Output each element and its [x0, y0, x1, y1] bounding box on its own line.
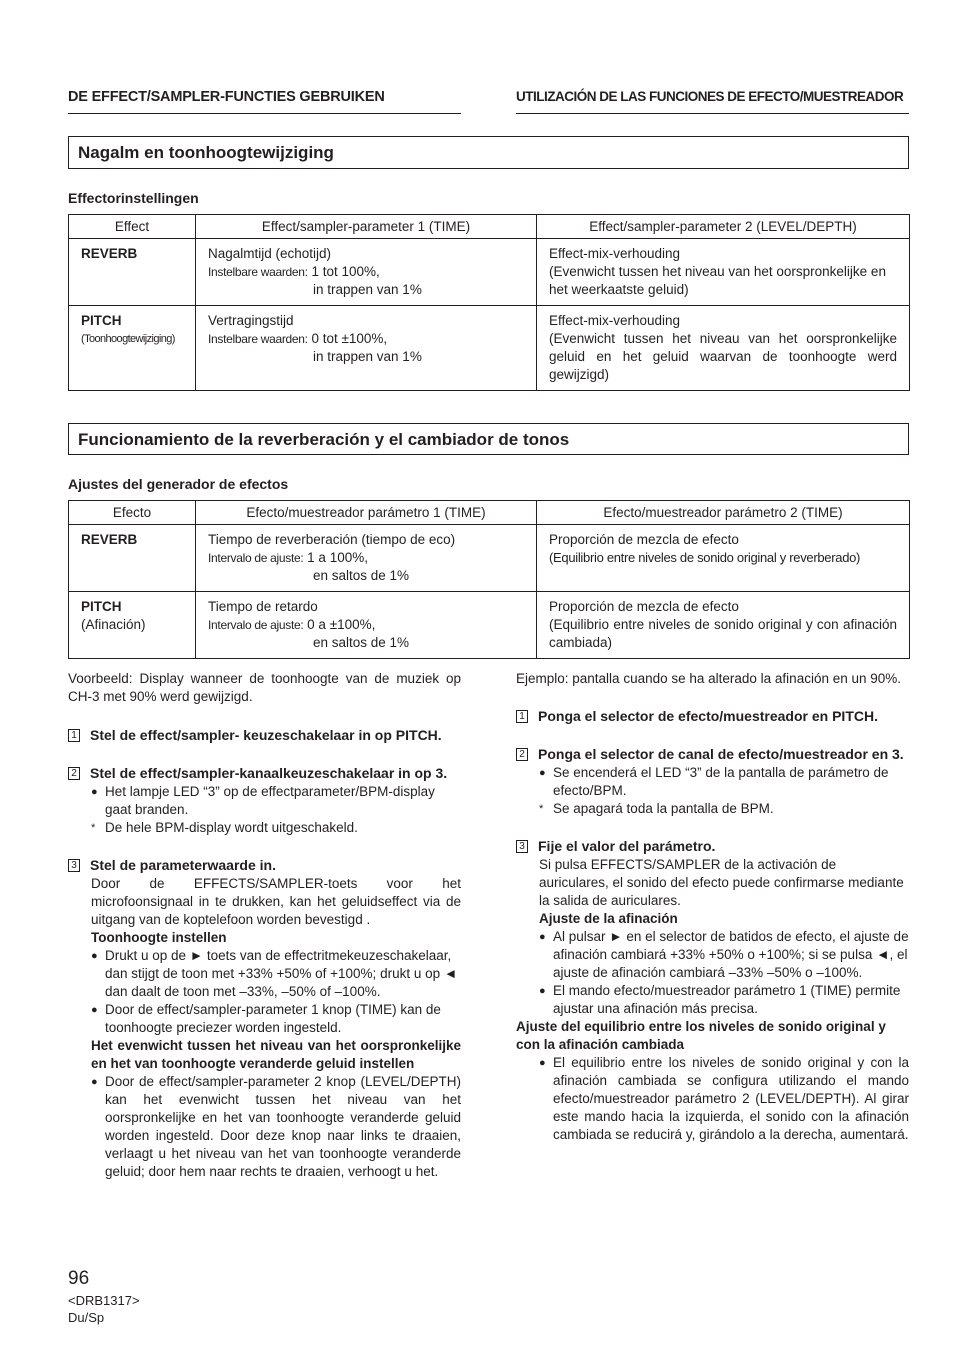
- table-title-nl: Effectorinstellingen: [68, 190, 199, 206]
- range-value: 1 tot 100%,: [311, 264, 380, 279]
- range-value: 0 tot ±100%,: [311, 331, 388, 346]
- range-step: in trappen van 1%: [313, 349, 422, 364]
- param1-desc: Nagalmtijd (echotijd): [208, 246, 332, 261]
- range-value: 0 a ±100%,: [307, 617, 376, 632]
- asterisk-icon: *: [91, 822, 96, 834]
- param2-detail: (Equilibrio entre niveles de sonido original y con afinación cambiada): [549, 617, 897, 650]
- param2-desc: Proporción de mezcla de efecto: [549, 532, 739, 547]
- step-number-2: 2: [68, 767, 80, 780]
- step-number-3: 3: [516, 840, 528, 853]
- step-3: [516, 836, 909, 856]
- list-item: ● Door de effect/sampler-parameter 1 knop (TIME) kan de toonhoogte preciezer worden ingesteld.: [91, 1002, 441, 1035]
- effect-name: REVERB: [81, 532, 138, 547]
- effect-subname: (Afinación): [81, 617, 146, 632]
- list-item: ● Het lampje LED “3” op de effectparameter/BPM-display gaat branden.: [91, 784, 435, 817]
- effect-name: REVERB: [81, 246, 138, 261]
- col-header-effect: Efecto: [69, 501, 196, 525]
- list-item: ● El equilibrio entre los niveles de sonido original y con la afinación cambiada se configura utilizando el mando efecto/muestreador parámetro 2 (LEVEL/DEPTH). Al girar este mando hacia la izquierda, el sonido con la afinación cambiada se reducirá y, girándolo a la derecha, aumentará.: [539, 1055, 909, 1142]
- table-header-row: [69, 215, 910, 239]
- running-header-left: DE EFFECT/SAMPLER-FUNCTIES GEBRUIKEN: [68, 89, 385, 105]
- param1-desc: Vertragingstijd: [208, 313, 294, 328]
- range-label: Intervalo de ajuste:: [208, 618, 304, 632]
- param1-desc: Tiempo de retardo: [208, 599, 318, 614]
- table-row-reverb: [69, 239, 910, 306]
- step-3-text: Stel de parameterwaarde in.: [90, 857, 276, 873]
- list-item: ● Door de effect/sampler-parameter 2 knop (LEVEL/DEPTH) kan het evenwicht tussen het niveau van het oorspronkelijke en het van toonhoogte veranderde geluid worden ingesteld. Door deze knop naar links te draaien, verlaagt u het niveau van het van toonhoogte veranderde geluid; door hem naar rechts te draaien, verhoogt u het.: [91, 1074, 461, 1179]
- bullet-icon: ●: [91, 1004, 98, 1016]
- effect-table-nl: [68, 214, 910, 391]
- col-header-param1: Efecto/muestreador parámetro 1 (TIME): [196, 501, 537, 525]
- section-title-nl: Nagalm en toonhoogtewijziging: [68, 136, 909, 169]
- bullet-icon: ●: [539, 985, 546, 997]
- effect-subname: (Toonhoogtewijziging): [81, 333, 175, 345]
- param2-desc: Effect-mix-verhouding: [549, 313, 681, 328]
- list-item: ● Se encenderá el LED “3” de la pantalla de parámetro de efecto/BPM.: [539, 765, 889, 798]
- subheading-balance: Ajuste del equilibrio entre los niveles de sonido original y con la afinación cambiada: [516, 1019, 886, 1052]
- example-text: Voorbeeld: Display wanneer de toonhoogte van de muziek op CH-3 met 90% werd gewijzigd.: [68, 671, 461, 704]
- param2-detail: (Evenwicht tussen het niveau van het oorspronkelijke geluid en het geluid waarvan de toonhoogte werd gewijzigd): [549, 331, 897, 382]
- param1-desc: Tiempo de reverberación (tiempo de eco): [208, 532, 456, 547]
- param2-desc: Proporción de mezcla de efecto: [549, 599, 739, 614]
- document-code: <DRB1317>: [68, 1293, 140, 1308]
- subheading-balance: Het evenwicht tussen het niveau van het oorspronkelijke en het van toonhoogte veranderde geluid instellen: [91, 1038, 461, 1071]
- step-3: [68, 855, 461, 875]
- range-label: Intervalo de ajuste:: [208, 551, 304, 565]
- header-rule-left: [68, 113, 461, 114]
- asterisk-icon: *: [539, 803, 544, 815]
- language-code: Du/Sp: [68, 1310, 105, 1325]
- step-2: [516, 744, 909, 764]
- param2-detail: (Evenwicht tussen het niveau van het oorspronkelijke en het weerkaatste geluid): [549, 264, 886, 297]
- note-item: * De hele BPM-display wordt uitgeschakeld.: [91, 820, 358, 835]
- list-item: ● Drukt u op de ► toets van de effectritmekeuzeschakelaar, dan stijgt de toon met +33% +50% of +100%; drukt u op ◄ dan daalt de toon met –33%, –50% of –100%.: [91, 948, 458, 999]
- step-2-text: Ponga el selector de canal de efecto/muestreador en 3.: [538, 746, 904, 762]
- step-number-1: 1: [516, 710, 528, 723]
- list-item: ● Al pulsar ► en el selector de batidos de efecto, el ajuste de afinación cambiará +33% +50% o +100%; si se pulsa ◄, el ajuste de afinación cambiará –33% –50% o –100%.: [539, 929, 909, 980]
- subheading-pitch: Ajuste de la afinación: [539, 911, 678, 926]
- subheading-pitch: Toonhoogte instellen: [91, 930, 227, 945]
- step-1-text: Stel de effect/sampler- keuzeschakelaar in op PITCH.: [90, 727, 442, 743]
- table-row-reverb: [69, 525, 910, 592]
- range-step: en saltos de 1%: [313, 635, 410, 650]
- running-header-right: UTILIZACIÓN DE LAS FUNCIONES DE EFECTO/MUESTREADOR: [516, 89, 904, 104]
- table-row-pitch: [69, 592, 910, 659]
- bullet-icon: ●: [91, 1076, 98, 1088]
- effect-name: PITCH: [81, 599, 122, 614]
- col-header-param1: Effect/sampler-parameter 1 (TIME): [196, 215, 537, 239]
- col-header-param2: Efecto/muestreador parámetro 2 (TIME): [537, 501, 910, 525]
- param2-desc: Effect-mix-verhouding: [549, 246, 681, 261]
- bullet-icon: ●: [539, 931, 546, 943]
- table-title-es: Ajustes del generador de efectos: [68, 476, 289, 492]
- table-header-row: [69, 501, 910, 525]
- note-item: * Se apagará toda la pantalla de BPM.: [539, 801, 774, 816]
- step-3-desc: Si pulsa EFFECTS/SAMPLER de la activación de auriculares, el sonido del efecto puede confirmarse mediante la salida de auriculares.: [539, 857, 904, 908]
- column-es: [516, 670, 909, 1144]
- step-2-text: Stel de effect/sampler-kanaalkeuzeschakelaar in op 3.: [90, 765, 448, 781]
- step-1: [516, 706, 909, 726]
- example-text: Ejemplo: pantalla cuando se ha alterado la afinación en un 90%.: [516, 671, 902, 686]
- range-label: Instelbare waarden:: [208, 332, 308, 346]
- step-1: [68, 725, 461, 745]
- param2-detail: (Equilibrio entre niveles de sonido original y reverberado): [549, 550, 861, 565]
- list-item: ● El mando efecto/muestreador parámetro 1 (TIME) permite ajustar una afinación más precisa.: [539, 983, 901, 1016]
- bullet-icon: ●: [91, 786, 98, 798]
- col-header-effect: Effect: [69, 215, 196, 239]
- effect-name: PITCH: [81, 313, 122, 328]
- range-step: en saltos de 1%: [313, 568, 410, 583]
- step-3-text: Fije el valor del parámetro.: [538, 838, 716, 854]
- range-step: in trappen van 1%: [313, 282, 422, 297]
- bullet-icon: ●: [91, 950, 98, 962]
- step-number-3: 3: [68, 859, 80, 872]
- bullet-icon: ●: [539, 767, 546, 779]
- col-header-param2: Effect/sampler-parameter 2 (LEVEL/DEPTH): [537, 215, 910, 239]
- effect-table-es: [68, 500, 910, 659]
- step-number-1: 1: [68, 729, 80, 742]
- column-nl: [68, 670, 461, 1181]
- bullet-icon: ●: [539, 1057, 546, 1069]
- step-2: [68, 763, 461, 783]
- section-title-es: Funcionamiento de la reverberación y el cambiador de tonos: [68, 423, 909, 455]
- step-3-desc: Door de EFFECTS/SAMPLER-toets voor het microfoonsignaal in te drukken, kan het geluidseffect via de uitgang van de koptelefoon worden bevestigd .: [91, 876, 461, 927]
- range-label: Instelbare waarden:: [208, 265, 308, 279]
- step-1-text: Ponga el selector de efecto/muestreador en PITCH.: [538, 708, 878, 724]
- header-rule-right: [516, 113, 909, 114]
- table-row-pitch: [69, 306, 910, 391]
- range-value: 1 a 100%,: [307, 550, 368, 565]
- step-number-2: 2: [516, 748, 528, 761]
- page-number: 96: [68, 1268, 90, 1289]
